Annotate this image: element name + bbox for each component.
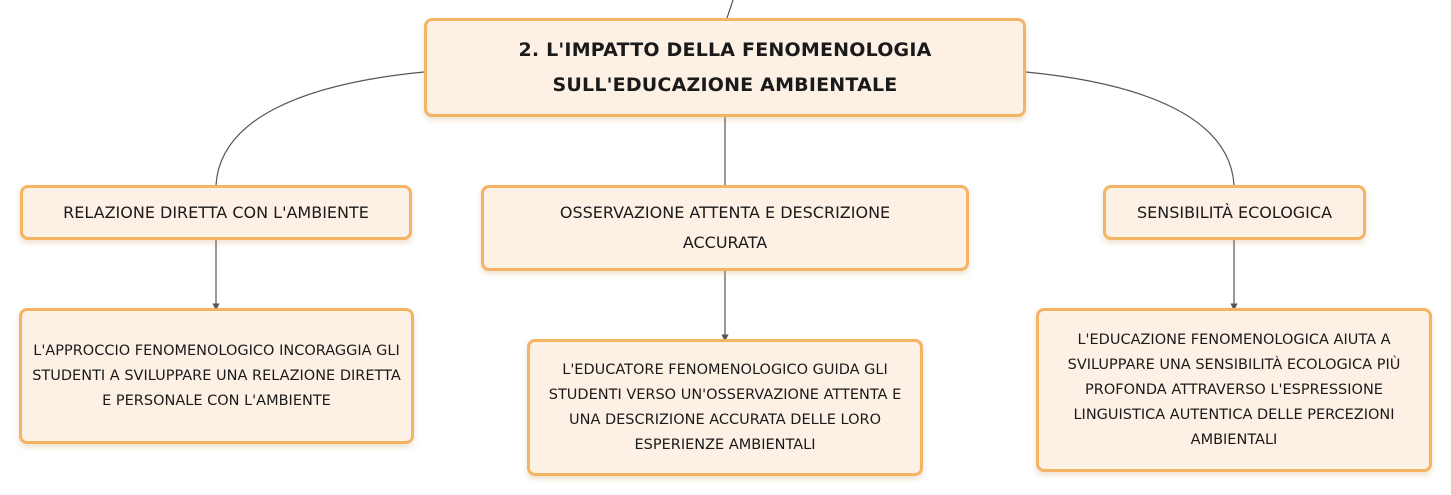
detail-node-osservazione-attenta[interactable]	[527, 339, 923, 476]
detail-text: L'APPROCCIO FENOMENOLOGICO INCORAGGIA GLI STUDENTI A SVILUPPARE UNA RELAZIONE DIRETTA E PERSONALE CON L'AMBIENTE	[32, 342, 401, 409]
root-title-line-1: 2. L'IMPATTO DELLA FENOMENOLOGIA	[518, 38, 932, 61]
detail-text: L'EDUCATORE FENOMENOLOGICO GUIDA GLI STUDENTI VERSO UN'OSSERVAZIONE ATTENTA E UNA DESCRIZIONE ACCURATA DELLE LORO ESPERIENZE AMBIENTALI	[548, 361, 902, 453]
detail-node-relazione-diretta[interactable]	[19, 308, 414, 444]
detail-text: L'EDUCAZIONE FENOMENOLOGICA AIUTA A SVILUPPARE UNA SENSIBILITÀ ECOLOGICA PIÙ PROFONDA ATTRAVERSO L'ESPRESSIONE LINGUISTICA AUTENTICA DELLE PERCEZIONI AMBIENTALI	[1067, 331, 1401, 448]
branch-title: RELAZIONE DIRETTA CON L'AMBIENTE	[63, 202, 369, 222]
connector-root-to-branch-1	[216, 72, 424, 185]
connector-parent-to-root	[727, 0, 733, 18]
root-node[interactable]	[424, 18, 1026, 117]
branch-title: OSSERVAZIONE ATTENTA E DESCRIZIONE ACCURATA	[559, 203, 891, 252]
connector-root-to-branch-3	[1026, 72, 1234, 185]
branch-title: SENSIBILITÀ ECOLOGICA	[1136, 202, 1333, 222]
root-title-line-2: SULL'EDUCAZIONE AMBIENTALE	[552, 73, 898, 96]
branch-node-sensibilita-ecologica[interactable]	[1103, 185, 1366, 240]
branch-node-osservazione-attenta[interactable]	[481, 185, 969, 271]
detail-node-sensibilita-ecologica[interactable]	[1036, 308, 1432, 472]
branch-node-relazione-diretta[interactable]	[20, 185, 412, 240]
